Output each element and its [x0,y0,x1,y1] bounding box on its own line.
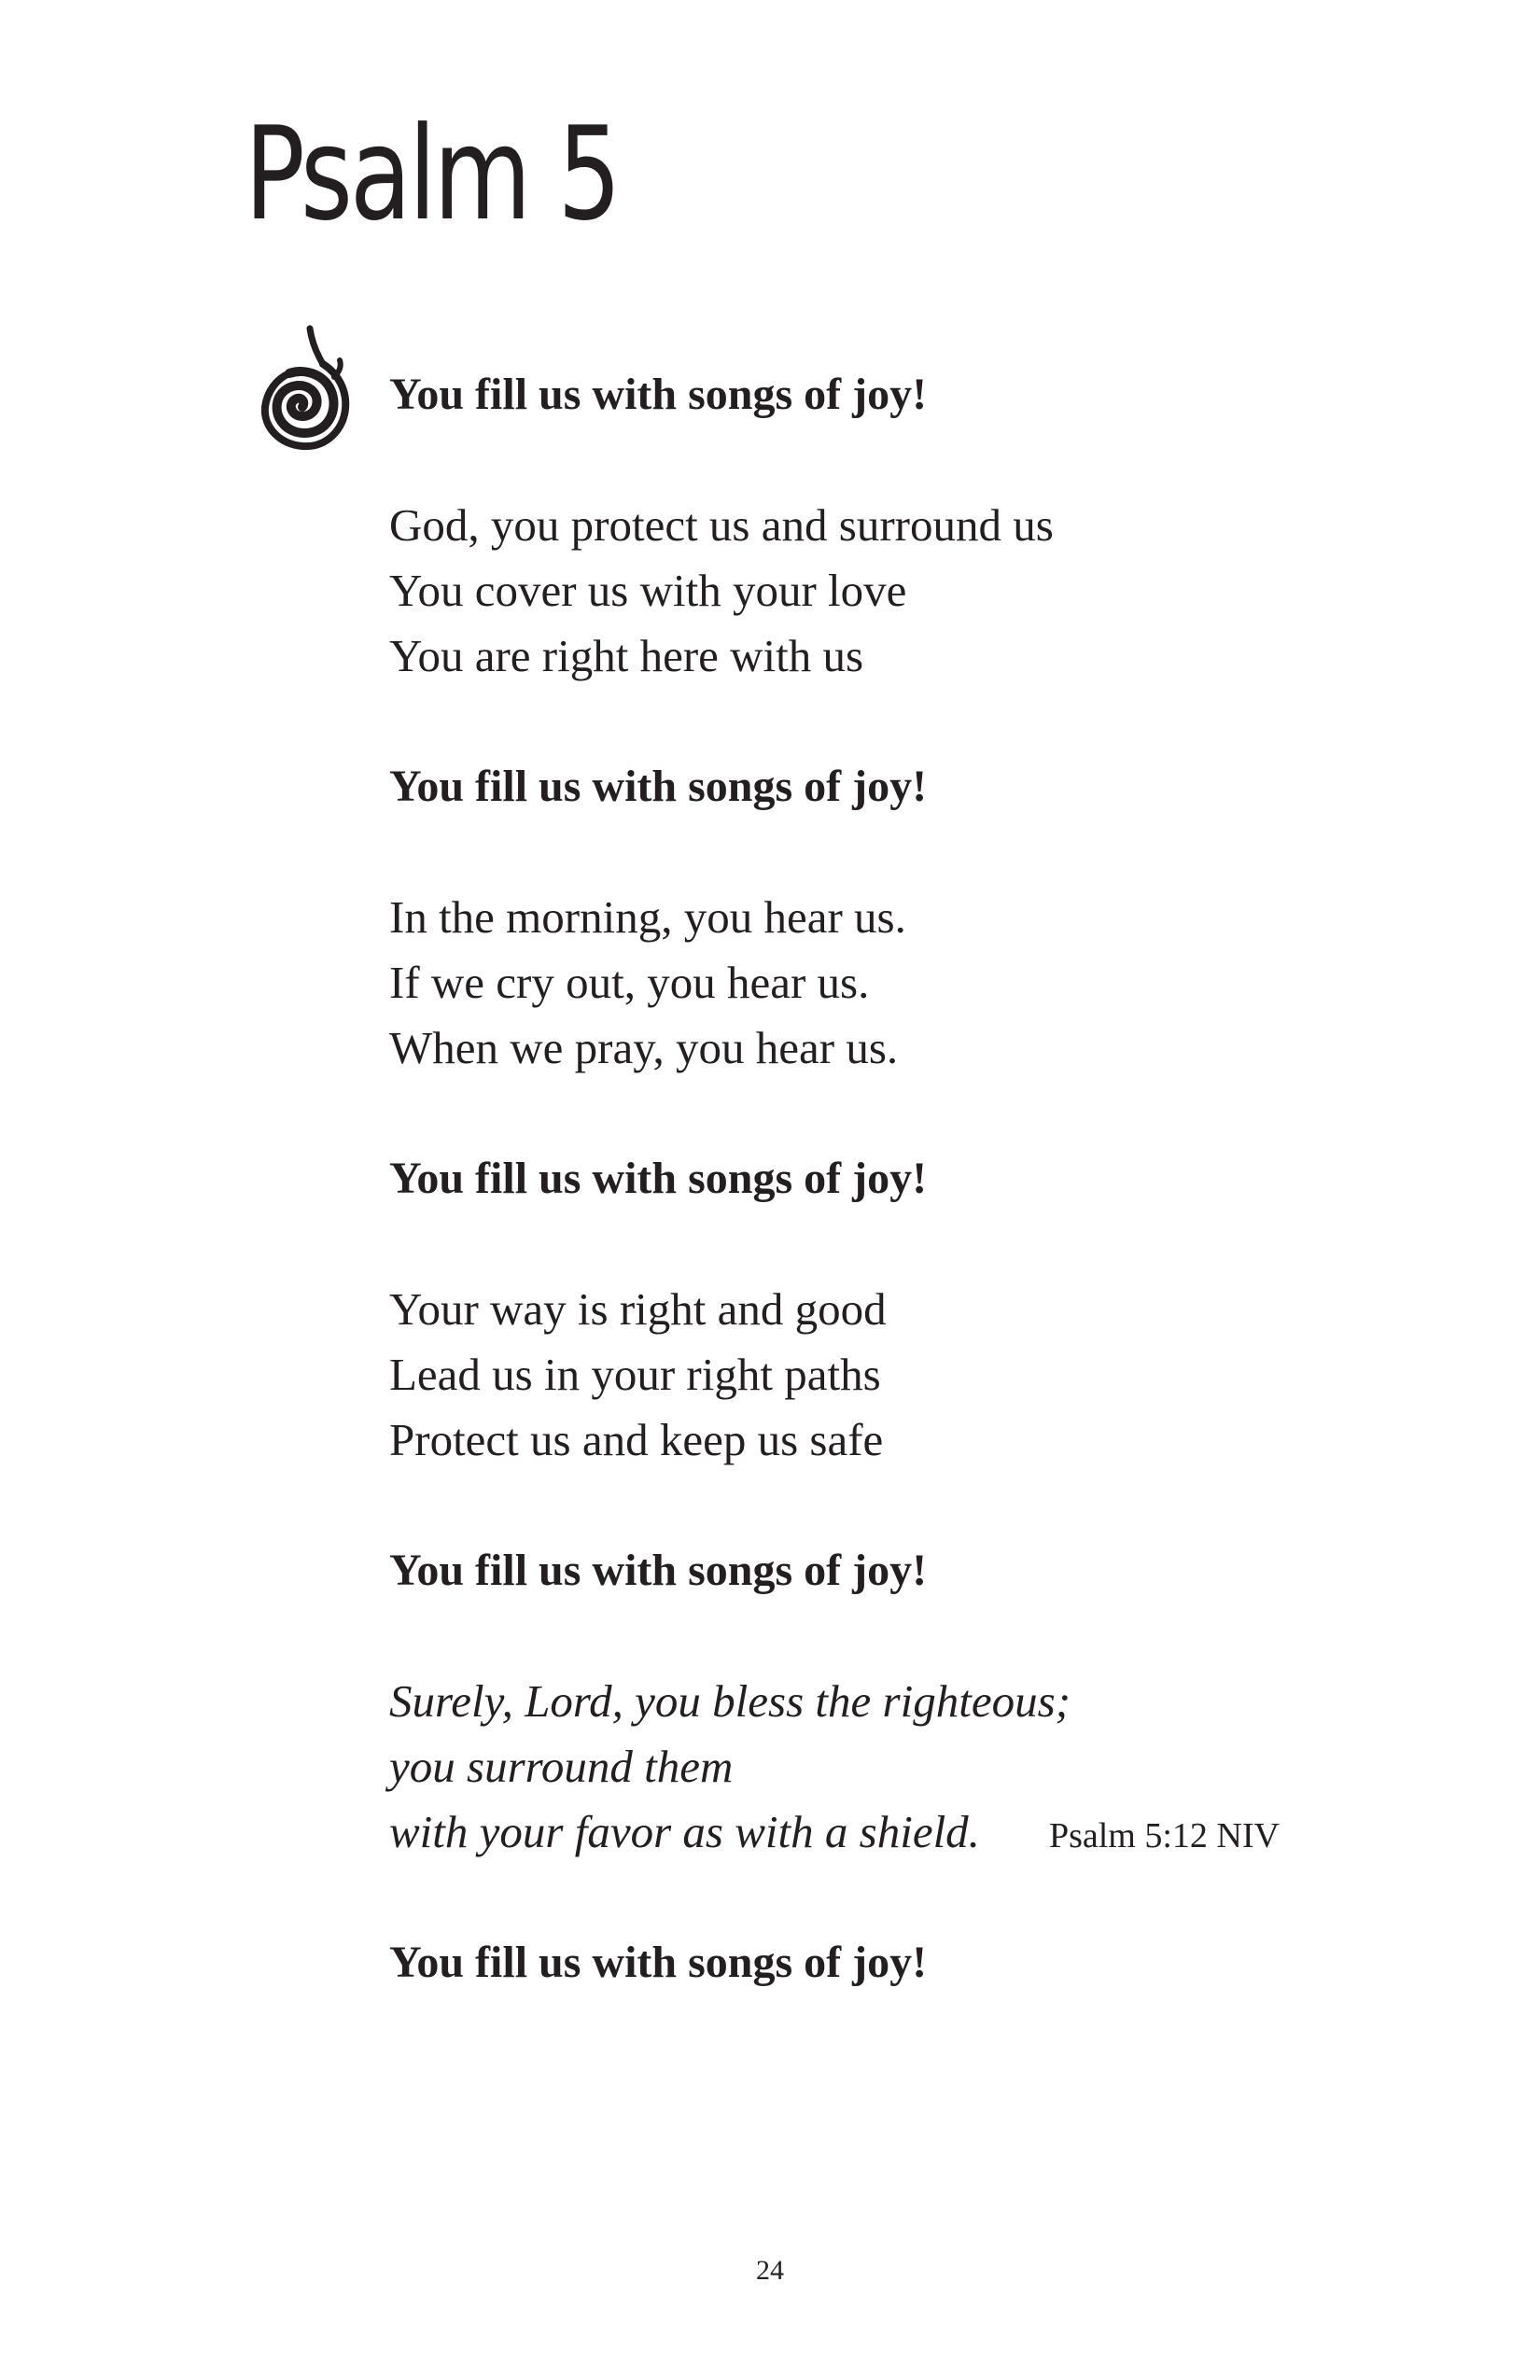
scripture-line: Surely, Lord, you bless the righteous; [389,1675,1071,1727]
verse-line: Lead us in your right paths [389,1349,881,1400]
scripture-line: with your favor as with a shield. [389,1806,980,1857]
scripture-line: you surround them [389,1741,734,1792]
scripture-citation: Psalm 5:12 NIV [1048,1816,1280,1855]
psalm-body [389,362,1323,1995]
refrain-line: You fill us with songs of joy! [389,1154,928,1203]
verse-line: You are right here with us [389,630,864,681]
verse-line: When we pray, you hear us. [389,1022,899,1073]
verse-line: Your way is right and good [389,1283,887,1335]
verse-line: You cover us with your love [389,565,907,616]
verse-line: If we cry out, you hear us. [389,957,870,1008]
verse-line: In the morning, you hear us. [389,891,906,943]
spiral-icon [245,317,355,454]
scripture-last-line [389,1799,1323,1865]
verse-line: Protect us and keep us safe [389,1414,884,1465]
page-title: Psalm 5 [245,99,619,249]
refrain-line: You fill us with songs of joy! [389,762,928,811]
refrain-line: You fill us with songs of joy! [389,370,928,419]
verse-line: God, you protect us and surround us [389,499,1054,551]
page-number: 24 [756,2255,784,2286]
refrain-line: You fill us with songs of joy! [389,1546,928,1595]
refrain-line: You fill us with songs of joy! [389,1938,928,1987]
